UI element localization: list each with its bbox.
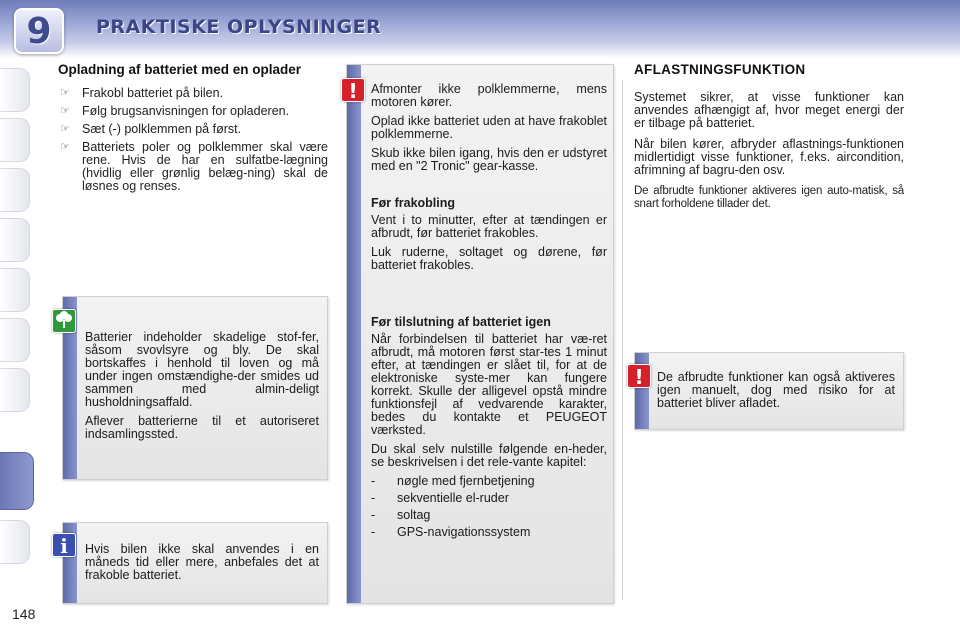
warning-text: Skub ikke bilen igang, hvis den er udstyret med en "2 Tronic" gear-kasse. — [371, 146, 607, 173]
tree-icon — [52, 309, 76, 333]
chapter-tab[interactable] — [0, 218, 30, 262]
subheading: Før tilslutning af batteriet igen — [371, 315, 551, 329]
pointing-hand-icon: ☞ — [60, 87, 70, 99]
page-header — [0, 0, 960, 58]
section-title: Opladning af batteriet med en oplader — [58, 62, 302, 77]
environment-text: Aflever batterierne til et autoriseret indsamlingssted. — [85, 414, 319, 441]
info-note-box — [62, 522, 328, 604]
chapter-tabs — [0, 60, 34, 580]
chapter-tab[interactable] — [0, 520, 30, 564]
column-divider — [622, 80, 623, 600]
section-title: AFLASTNINGSFUNKTION — [634, 62, 806, 77]
subheading: Før frakobling — [371, 196, 456, 210]
warning-text: Vent i to minutter, efter at tændingen er afbrudt, før batteriet frakobles. — [371, 213, 607, 240]
warning-text: De afbrudte funktioner kan også aktiveres igen manuelt, dog med risiko for at batteriet bliver afladet. — [657, 370, 895, 410]
reset-list — [371, 475, 607, 539]
paragraph: Systemet sikrer, at visse funktioner kan anvendes afhængigt af, hvor meget energi der er tilbage på batteriet. — [634, 90, 904, 130]
environment-note-box — [62, 296, 328, 480]
environment-text: Batterier indeholder skadelige stof-fer, såsom svovlsyre og bly. De skal bortskaffes i henhold til loven og må under ingen omstændighe-der smides ud sammen med almin-deligt husholdningsaffald. — [85, 330, 319, 409]
pointing-hand-icon: ☞ — [60, 141, 70, 153]
bullet-list — [58, 87, 328, 193]
list-item: - nøgle med fjernbetjening — [371, 474, 535, 488]
chapter-number: 9 — [26, 11, 52, 52]
warning-text: Når forbindelsen til batteriet har væ-ret afbrudt, må motoren først star-tes 1 minut efter, at tændingen er slået til, for at de elektroniske syste-mer kan fungere korrekt. Skulle der alligevel opstå mindre funktionsfejl af vedvarende karakter, bedes du kontakte et PEUGEOT værksted. — [371, 332, 607, 437]
chapter-tab[interactable] — [0, 318, 30, 362]
list-item: ☞ Sæt (-) polklemmen på først. — [60, 122, 242, 136]
paragraph: De afbrudte funktioner aktiveres igen auto-matisk, så snart forholdene tillader det. — [634, 185, 904, 210]
page-number: 148 — [12, 606, 36, 622]
chapter-tab[interactable] — [0, 68, 30, 112]
list-item: ☞ Frakobl batteriet på bilen. — [60, 86, 224, 100]
paragraph: Når bilen kører, afbryder aflastnings-funktionen midlertidigt visse funktioner, f.eks. aircondition, afrimning af bagru-den osv. — [634, 137, 904, 177]
pointing-hand-icon: ☞ — [60, 105, 70, 117]
list-item: ☞ Batteriets poler og polklemmer skal være rene. Hvis de har en sulfatbe-lægning (hvidlig eller grønlig belæg-ning) skal de løsnes og renses. — [60, 140, 328, 193]
warning-text: Du skal selv nulstille følgende en-heder, se beskrivelsen i det rele-vante kapitel: — [371, 442, 607, 469]
list-item: - soltag — [371, 508, 431, 522]
warning-note-box — [634, 352, 904, 430]
info-icon: i — [52, 533, 76, 557]
warning-note-box — [346, 64, 614, 604]
battery-charging-section — [58, 62, 328, 198]
info-text: Hvis bilen ikke skal anvendes i en måneds tid eller mere, anbefales det at frakoble batteriet. — [85, 542, 319, 582]
chapter-title: PRAKTISKE OPLYSNINGER — [96, 16, 382, 38]
list-item: - sekventielle el-ruder — [371, 491, 509, 505]
chapter-tab[interactable] — [0, 268, 30, 312]
chapter-tab[interactable] — [0, 168, 30, 212]
warning-text: Oplad ikke batteriet uden at have frakoblet polklemmerne. — [371, 114, 607, 141]
list-item: ☞ Følg brugsanvisningen for opladeren. — [60, 104, 290, 118]
warning-text: Afmonter ikke polklemmerne, mens motoren kører. — [371, 82, 607, 109]
chapter-tab-active[interactable] — [0, 452, 34, 510]
warning-icon: ! — [627, 364, 651, 388]
warning-text: Luk ruderne, soltaget og dørene, før batteriet frakobles. — [371, 245, 607, 272]
load-shedding-section — [634, 62, 904, 211]
chapter-tab[interactable] — [0, 368, 30, 412]
list-item: - GPS-navigationssystem — [371, 525, 531, 539]
chapter-badge — [14, 8, 64, 54]
chapter-tab[interactable] — [0, 118, 30, 162]
warning-icon: ! — [341, 78, 365, 102]
pointing-hand-icon: ☞ — [60, 123, 70, 135]
